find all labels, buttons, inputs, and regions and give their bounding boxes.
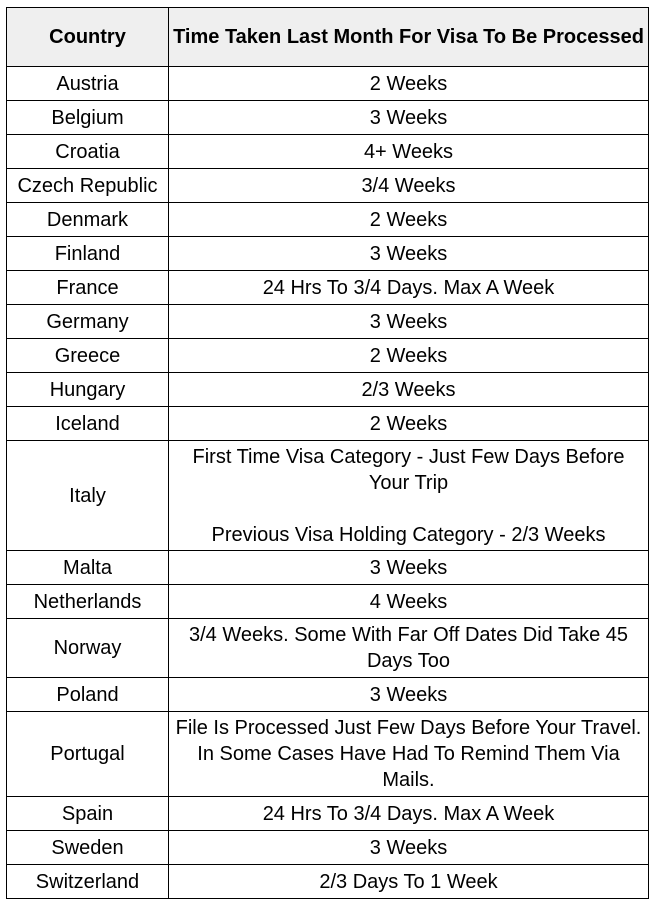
- table-row: [7, 865, 649, 899]
- header-country: Country: [7, 8, 169, 67]
- table-row: [7, 797, 649, 831]
- country-cell: Czech Republic: [7, 169, 169, 203]
- header-time: Time Taken Last Month For Visa To Be Processed: [169, 8, 649, 67]
- country-cell: Italy: [7, 441, 169, 551]
- table-row: [7, 373, 649, 407]
- country-cell: Poland: [7, 678, 169, 712]
- country-cell: Netherlands: [7, 585, 169, 619]
- country-cell: Finland: [7, 237, 169, 271]
- time-cell: 3 Weeks: [169, 101, 649, 135]
- time-cell: First Time Visa Category - Just Few Days Before Your Trip Previous Visa Holding Category - 2/3 Weeks: [169, 441, 649, 551]
- table-row: [7, 619, 649, 678]
- table-row: [7, 135, 649, 169]
- country-cell: Switzerland: [7, 865, 169, 899]
- table-row: [7, 831, 649, 865]
- country-cell: Portugal: [7, 712, 169, 797]
- table-row: [7, 237, 649, 271]
- visa-table-container: [6, 7, 656, 899]
- time-cell: 4 Weeks: [169, 585, 649, 619]
- table-row: [7, 407, 649, 441]
- country-cell: Norway: [7, 619, 169, 678]
- table-row: [7, 101, 649, 135]
- country-cell: Denmark: [7, 203, 169, 237]
- time-cell: 3 Weeks: [169, 831, 649, 865]
- table-row: [7, 551, 649, 585]
- table-header-row: [7, 8, 649, 67]
- table-row: [7, 203, 649, 237]
- time-cell: 2 Weeks: [169, 339, 649, 373]
- time-cell: 2/3 Weeks: [169, 373, 649, 407]
- time-cell: 2 Weeks: [169, 407, 649, 441]
- country-cell: Croatia: [7, 135, 169, 169]
- country-cell: Malta: [7, 551, 169, 585]
- time-cell: 4+ Weeks: [169, 135, 649, 169]
- country-cell: Germany: [7, 305, 169, 339]
- time-cell: 24 Hrs To 3/4 Days. Max A Week: [169, 271, 649, 305]
- country-cell: Spain: [7, 797, 169, 831]
- table-row: [7, 271, 649, 305]
- time-cell: 24 Hrs To 3/4 Days. Max A Week: [169, 797, 649, 831]
- time-cell: 2 Weeks: [169, 67, 649, 101]
- table-row: [7, 339, 649, 373]
- table-row: [7, 67, 649, 101]
- table-row: [7, 712, 649, 797]
- visa-processing-table: [6, 7, 649, 899]
- table-row: [7, 585, 649, 619]
- country-cell: France: [7, 271, 169, 305]
- table-row: [7, 169, 649, 203]
- time-cell: 3/4 Weeks. Some With Far Off Dates Did Take 45 Days Too: [169, 619, 649, 678]
- table-row: [7, 305, 649, 339]
- table-row: [7, 678, 649, 712]
- country-cell: Austria: [7, 67, 169, 101]
- time-cell: File Is Processed Just Few Days Before Your Travel. In Some Cases Have Had To Remind Them Via Mails.: [169, 712, 649, 797]
- time-cell: 3 Weeks: [169, 305, 649, 339]
- country-cell: Hungary: [7, 373, 169, 407]
- time-cell: 3 Weeks: [169, 237, 649, 271]
- time-cell: 3 Weeks: [169, 678, 649, 712]
- time-cell: 3/4 Weeks: [169, 169, 649, 203]
- time-cell: 2 Weeks: [169, 203, 649, 237]
- table-row: [7, 441, 649, 551]
- time-cell: 2/3 Days To 1 Week: [169, 865, 649, 899]
- time-cell: 3 Weeks: [169, 551, 649, 585]
- country-cell: Iceland: [7, 407, 169, 441]
- country-cell: Belgium: [7, 101, 169, 135]
- country-cell: Sweden: [7, 831, 169, 865]
- country-cell: Greece: [7, 339, 169, 373]
